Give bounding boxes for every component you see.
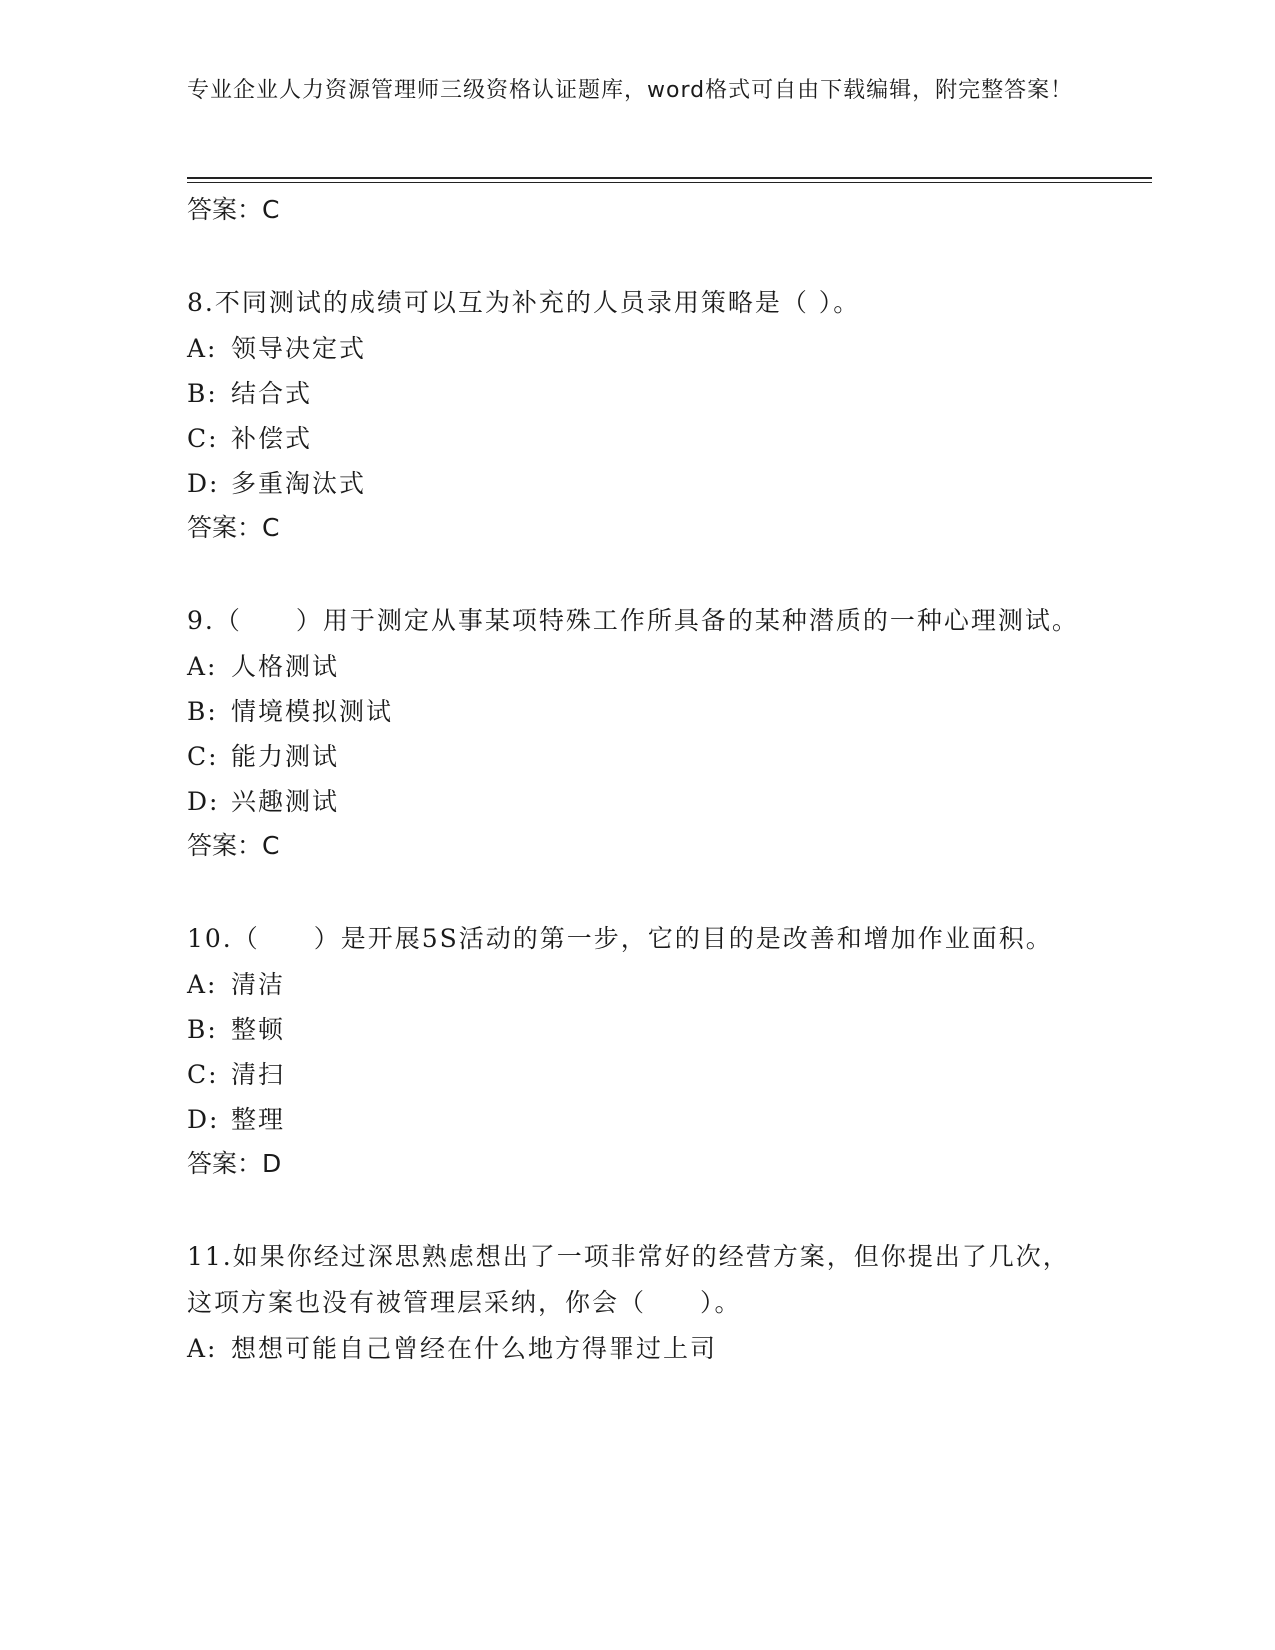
question-stem: 11.如果你经过深思熟虑想出了一项非常好的经营方案，但你提出了几次，这项方案也没有被管理层采纳，你会（ ）。 bbox=[187, 1242, 1070, 1317]
option-a bbox=[187, 326, 1087, 371]
option-text: 想想可能自己曾经在什么地方得罪过上司 bbox=[231, 1334, 718, 1363]
option-text: 清扫 bbox=[231, 1060, 286, 1089]
prev-answer: 答案：C bbox=[187, 195, 280, 224]
option-text: 整理 bbox=[231, 1105, 286, 1134]
option-a bbox=[187, 962, 1087, 1007]
question-stem: 9.（ ）用于测定从事某项特殊工作所具备的某种潜质的一种心理测试。 bbox=[187, 606, 1079, 635]
option-text: 整顿 bbox=[231, 1015, 286, 1044]
header-rule-thin bbox=[187, 182, 1152, 183]
option-a bbox=[187, 644, 1087, 689]
option-text: 结合式 bbox=[231, 379, 313, 408]
option-text: 多重淘汰式 bbox=[231, 469, 367, 498]
option-text: 兴趣测试 bbox=[231, 787, 340, 816]
option-c bbox=[187, 734, 1087, 779]
question-9 bbox=[187, 598, 1087, 866]
option-letter: A: bbox=[187, 1334, 218, 1363]
question-8 bbox=[187, 280, 1087, 548]
option-text: 领导决定式 bbox=[231, 334, 367, 363]
header-text: 专业企业人力资源管理师三级资格认证题库，word格式可自由下载编辑，附完整答案！ bbox=[187, 78, 1074, 103]
option-text: 人格测试 bbox=[231, 652, 340, 681]
option-b bbox=[187, 689, 1087, 734]
option-d bbox=[187, 779, 1087, 824]
option-a bbox=[187, 1326, 1087, 1371]
option-b bbox=[187, 1007, 1087, 1052]
header-rule-thick bbox=[187, 177, 1152, 179]
option-letter: B: bbox=[187, 379, 218, 408]
option-letter: C: bbox=[187, 1060, 219, 1089]
question-stem: 10.（ ）是开展5S活动的第一步，它的目的是改善和增加作业面积。 bbox=[187, 924, 1053, 953]
option-letter: A: bbox=[187, 970, 218, 999]
option-c bbox=[187, 1052, 1087, 1097]
option-text: 补偿式 bbox=[231, 424, 313, 453]
option-letter: D: bbox=[187, 469, 220, 498]
option-text: 清洁 bbox=[231, 970, 286, 999]
option-letter: C: bbox=[187, 424, 219, 453]
question-stem: 8.不同测试的成绩可以互为补充的人员录用策略是（ ）。 bbox=[187, 288, 861, 317]
page-header bbox=[187, 76, 1087, 106]
option-letter: B: bbox=[187, 1015, 218, 1044]
option-b bbox=[187, 371, 1087, 416]
answer: 答案：C bbox=[187, 831, 280, 860]
option-d bbox=[187, 461, 1087, 506]
option-text: 能力测试 bbox=[231, 742, 340, 771]
option-letter: D: bbox=[187, 787, 220, 816]
question-10 bbox=[187, 916, 1087, 1184]
option-letter: A: bbox=[187, 652, 218, 681]
answer: 答案：C bbox=[187, 513, 280, 542]
option-letter: B: bbox=[187, 697, 218, 726]
answer: 答案：D bbox=[187, 1149, 282, 1178]
question-11 bbox=[187, 1234, 1087, 1371]
option-letter: C: bbox=[187, 742, 219, 771]
option-text: 情境模拟测试 bbox=[231, 697, 394, 726]
option-letter: D: bbox=[187, 1105, 220, 1134]
option-c bbox=[187, 416, 1087, 461]
question-list bbox=[187, 190, 1087, 1371]
option-d bbox=[187, 1097, 1087, 1142]
option-letter: A: bbox=[187, 334, 218, 363]
